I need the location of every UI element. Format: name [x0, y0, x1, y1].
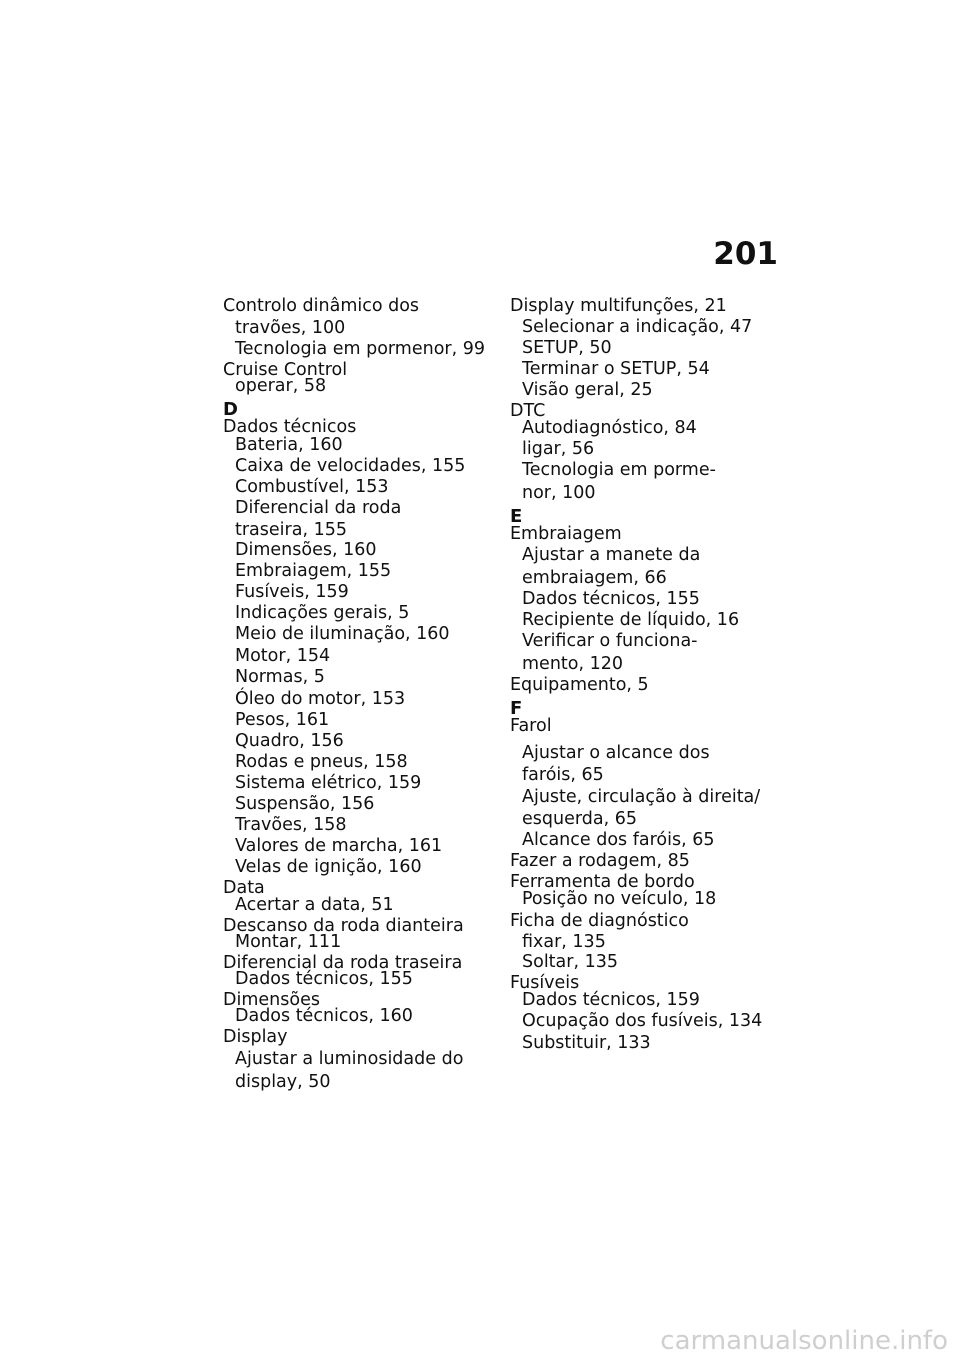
- index-subentry: Diferencial da roda: [235, 498, 402, 518]
- index-entry: Display multifunções, 21: [510, 296, 727, 316]
- index-subentry: Posição no veículo, 18: [522, 889, 717, 909]
- index-entry: Dados técnicos: [223, 417, 357, 437]
- index-subentry: Ajustar a manete da: [522, 545, 701, 565]
- index-entry: Equipamento, 5: [510, 675, 649, 695]
- index-entry: DTC: [510, 401, 546, 421]
- index-subentry: Valores de marcha, 161: [235, 836, 443, 856]
- index-subentry: Combustível, 153: [235, 477, 389, 497]
- index-subentry: Meio de iluminação, 160: [235, 624, 450, 644]
- index-subentry: Caixa de velocidades, 155: [235, 456, 466, 476]
- index-entry: Dimensões: [223, 990, 320, 1010]
- index-subentry: Dados técnicos, 155: [522, 589, 700, 609]
- index-entry: Display: [223, 1027, 288, 1047]
- index-subentry: Montar, 111: [235, 932, 342, 952]
- index-subentry: Dimensões, 160: [235, 540, 377, 560]
- index-subentry: travões, 100: [235, 318, 346, 338]
- index-subentry: Ajustar a luminosidade do: [235, 1049, 464, 1069]
- index-entry: Controlo dinâmico dos: [223, 296, 420, 316]
- index-subentry: Verificar o funciona-: [522, 631, 698, 651]
- index-subentry: Pesos, 161: [235, 710, 330, 730]
- index-subentry: Ajustar o alcance dos: [522, 743, 710, 763]
- index-subentry: Autodiagnóstico, 84: [522, 418, 697, 438]
- index-subentry: Visão geral, 25: [522, 380, 653, 400]
- index-subentry: traseira, 155: [235, 520, 347, 540]
- index-letter-heading: D: [223, 399, 238, 420]
- index-subentry: Quadro, 156: [235, 731, 344, 751]
- index-subentry: Óleo do motor, 153: [235, 689, 406, 709]
- index-entry: Fusíveis: [510, 973, 580, 993]
- page-number: 201: [713, 236, 778, 272]
- index-entry: Cruise Control: [223, 360, 348, 380]
- index-subentry: Suspensão, 156: [235, 794, 375, 814]
- index-entry: Farol: [510, 716, 552, 736]
- index-subentry: Fusíveis, 159: [235, 582, 349, 602]
- index-subentry: nor, 100: [522, 483, 596, 503]
- index-subentry: esquerda, 65: [522, 809, 637, 829]
- index-subentry: Normas, 5: [235, 667, 325, 687]
- index-subentry: faróis, 65: [522, 765, 604, 785]
- index-subentry: Velas de ignição, 160: [235, 857, 422, 877]
- index-subentry: embraiagem, 66: [522, 568, 667, 588]
- index-subentry: Acertar a data, 51: [235, 895, 394, 915]
- index-subentry: Dados técnicos, 160: [235, 1006, 413, 1026]
- index-entry: Fazer a rodagem, 85: [510, 851, 690, 871]
- index-entry: Data: [223, 878, 265, 898]
- index-subentry: mento, 120: [522, 654, 624, 674]
- index-subentry: Selecionar a indicação, 47: [522, 317, 753, 337]
- watermark: carmanualsonline.info: [660, 1326, 948, 1356]
- index-subentry: Dados técnicos, 159: [522, 990, 700, 1010]
- index-subentry: ligar, 56: [522, 439, 595, 459]
- index-subentry: Dados técnicos, 155: [235, 969, 413, 989]
- index-entry: Ficha de diagnóstico: [510, 911, 689, 931]
- index-subentry: Recipiente de líquido, 16: [522, 610, 740, 630]
- index-subentry: Travões, 158: [235, 815, 347, 835]
- index-subentry: Substituir, 133: [522, 1033, 651, 1053]
- index-subentry: Ajuste, circulação à direita/: [522, 787, 761, 807]
- index-letter-heading: E: [510, 506, 523, 527]
- index-subentry: Alcance dos faróis, 65: [522, 830, 715, 850]
- index-subentry: Tecnologia em pormenor, 99: [235, 339, 486, 359]
- index-subentry: Tecnologia em porme-: [522, 460, 716, 480]
- index-subentry: Motor, 154: [235, 646, 331, 666]
- index-subentry: Indicações gerais, 5: [235, 603, 410, 623]
- index-subentry: Terminar o SETUP, 54: [522, 359, 710, 379]
- index-subentry: fixar, 135: [522, 932, 606, 952]
- index-subentry: Rodas e pneus, 158: [235, 752, 408, 772]
- index-letter-heading: F: [510, 698, 523, 719]
- index-subentry: Ocupação dos fusíveis, 134: [522, 1011, 763, 1031]
- index-entry: Embraiagem: [510, 524, 622, 544]
- index-subentry: Soltar, 135: [522, 952, 618, 972]
- index-subentry: operar, 58: [235, 376, 327, 396]
- index-subentry: SETUP, 50: [522, 338, 612, 358]
- index-entry: Descanso da roda dianteira: [223, 916, 464, 936]
- index-subentry: Bateria, 160: [235, 435, 343, 455]
- index-entry: Ferramenta de bordo: [510, 872, 695, 892]
- index-subentry: Embraiagem, 155: [235, 561, 392, 581]
- index-subentry: Sistema elétrico, 159: [235, 773, 422, 793]
- index-subentry: display, 50: [235, 1072, 331, 1092]
- index-entry: Diferencial da roda traseira: [223, 953, 463, 973]
